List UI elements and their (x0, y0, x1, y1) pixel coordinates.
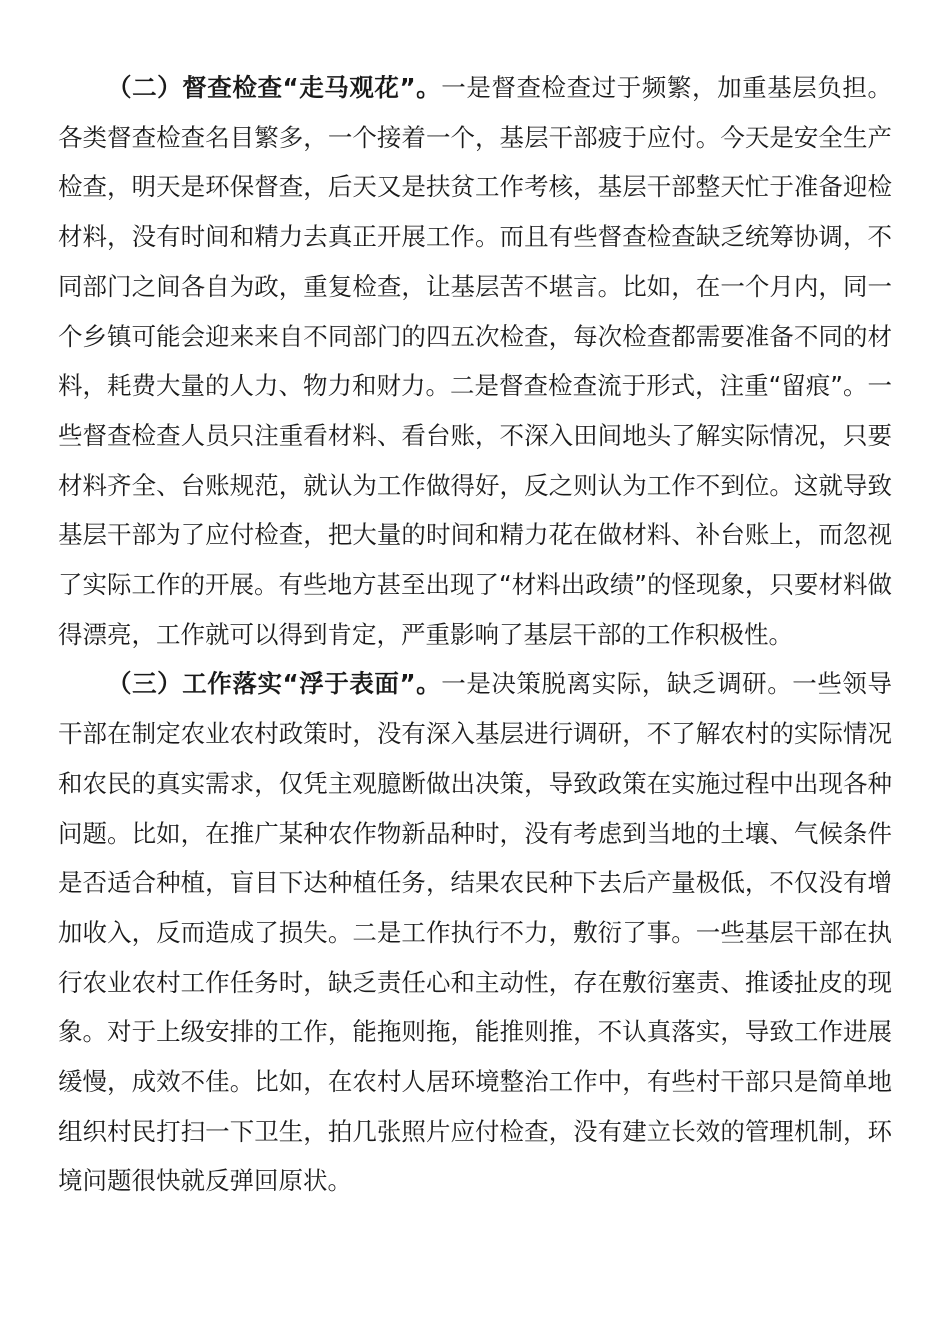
section-3-heading: （三）工作落实“浮于表面”。 (107, 669, 442, 699)
section-2-heading: （二）督查检查“走马观花”。 (107, 73, 442, 102)
section-2-body: 一是督查检查过于频繁，加重基层负担。各类督查检查名目繁多，一个接着一个，基层干部疲于应付。今天是安全生产检查，明天是环保督查，后天又是扶贫工作考核，基层干部整天忙于准备迎检材料，没有时间和精力去真正开展工作。而且有些督查检查缺乏统筹协调，不同部门之间各自为政，重复检查，让基层苦不堪言。比如，在一个月内，同一个乡镇可能会迎来来自不同部门的四五次检查，每次检查都需要准备不同的材料，耗费大量的人力、物力和财力。二是督查检查流于形式，注重“留痕”。一些督查检查人员只注重看材料、看台账，不深入田间地头了解实际情况，只要材料齐全、台账规范，就认为工作做得好，反之则认为工作不到位。这就导致基层干部为了应付检查，把大量的时间和精力花在做材料、补台账上，而忽视了实际工作的开展。有些地方甚至出现了“材料出政绩”的怪现象，只要材料做得漂亮，工作就可以得到肯定，严重影响了基层干部的工作积极性。 (58, 73, 893, 649)
paragraph-section-3 (58, 659, 892, 1206)
document-body (58, 63, 892, 1206)
paragraph-section-2 (58, 63, 892, 659)
section-3-body: 一是决策脱离实际，缺乏调研。一些领导干部在制定农业农村政策时，没有深入基层进行调研，不了解农村的实际情况和农民的真实需求，仅凭主观臆断做出决策，导致政策在实施过程中出现各种问题。比如，在推广某种农作物新品种时，没有考虑到当地的土壤、气候条件是否适合种植，盲目下达种植任务，结果农民种下去后产量极低，不仅没有增加收入，反而造成了损失。二是工作执行不力，敷衍了事。一些基层干部在执行农业农村工作任务时，缺乏责任心和主动性，存在敷衍塞责、推诿扯皮的现象。对于上级安排的工作，能拖则拖，能推则推，不认真落实，导致工作进展缓慢，成效不佳。比如，在农村人居环境整治工作中，有些村干部只是简单地组织村民打扫一下卫生，拍几张照片应付检查，没有建立长效的管理机制，环境问题很快就反弹回原状。 (58, 669, 893, 1196)
